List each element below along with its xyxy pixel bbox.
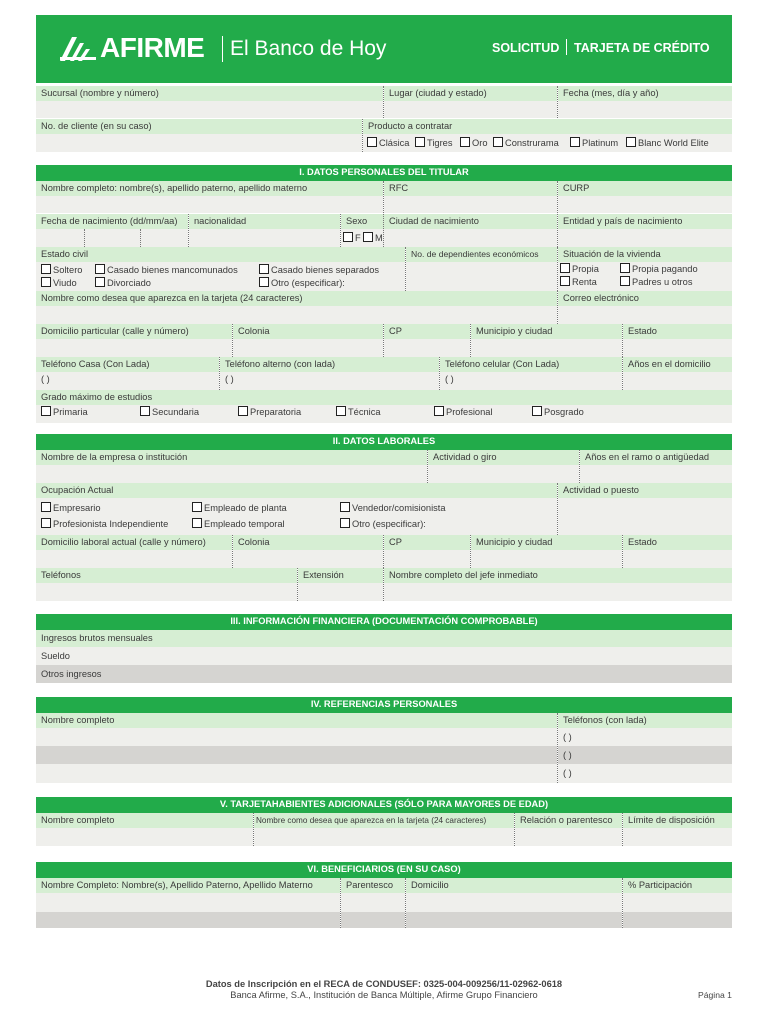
- option-secundaria[interactable]: Secundaria: [140, 406, 199, 419]
- label-producto: Producto a contratar: [363, 119, 732, 134]
- field-cp-laboral[interactable]: [384, 550, 470, 568]
- checkbox[interactable]: [95, 277, 105, 287]
- divider: [362, 119, 363, 152]
- divider: [622, 878, 623, 928]
- label-dependientes: No. de dependientes económicos: [406, 247, 557, 262]
- field-tel-casa[interactable]: ( ): [36, 372, 219, 390]
- field-fecha-nac[interactable]: [36, 229, 188, 247]
- option-primaria[interactable]: Primaria: [41, 406, 88, 419]
- label-telefonos-laboral: Teléfonos: [36, 568, 297, 583]
- section-title-referencias: IV. REFERENCIAS PERSONALES: [36, 697, 732, 713]
- checkbox[interactable]: [620, 276, 630, 286]
- label-benef-nombre: Nombre Completo: Nombre(s), Apellido Paterno, Apellido Materno: [36, 878, 340, 893]
- label-correo: Correo electrónico: [558, 291, 732, 306]
- divider: [219, 357, 220, 390]
- field-adic-nombre[interactable]: [36, 828, 253, 846]
- option-renta[interactable]: Renta: [560, 276, 597, 289]
- divider: [232, 324, 233, 357]
- checkbox[interactable]: [192, 502, 202, 512]
- checkbox[interactable]: [626, 137, 636, 147]
- checkbox[interactable]: [434, 406, 444, 416]
- label-anios-dom: Años en el domicilio: [623, 357, 732, 372]
- label-benef-domicilio: Domicilio: [406, 878, 622, 893]
- field-nacionalidad[interactable]: [189, 229, 340, 247]
- field-domicilio[interactable]: [36, 339, 232, 357]
- field-nombre-tarjeta[interactable]: [36, 306, 557, 324]
- field-benef-nombre-2[interactable]: [36, 912, 340, 928]
- option-vendedor[interactable]: Vendedor/comisionista: [340, 502, 446, 515]
- label-cp: CP: [384, 324, 470, 339]
- option-sexo-m[interactable]: M: [363, 232, 383, 245]
- afirme-logo-icon: [58, 35, 98, 61]
- field-curp[interactable]: [558, 196, 732, 213]
- divider: [383, 214, 384, 247]
- option-empleado-temporal[interactable]: Empleado temporal: [192, 518, 285, 531]
- checkbox[interactable]: [460, 137, 470, 147]
- option-otro-ocupacion[interactable]: Otro (especificar):: [340, 518, 426, 531]
- option-padres[interactable]: Padres u otros: [620, 276, 692, 289]
- checkbox[interactable]: [340, 518, 350, 528]
- checkbox[interactable]: [238, 406, 248, 416]
- section-title-beneficiarios: VI. BENEFICIARIOS (EN SU CASO): [36, 862, 732, 878]
- field-extension[interactable]: [298, 583, 383, 601]
- field-benef-parentesco-2[interactable]: [341, 912, 405, 928]
- field-ref-telefono-2[interactable]: ( ): [558, 746, 732, 764]
- divider: [557, 713, 558, 783]
- label-ref-telefonos: Teléfonos (con lada): [558, 713, 732, 728]
- divider: [340, 214, 341, 247]
- divider: [622, 357, 623, 390]
- divider: [297, 568, 298, 601]
- label-benef-participacion: % Participación: [623, 878, 732, 893]
- divider: [405, 878, 406, 928]
- label-actividad: Actividad o giro: [428, 450, 579, 465]
- label-tel-alterno: Teléfono alterno (con lada): [220, 357, 439, 372]
- label-adic-nombre-tarjeta: Nombre como desea que aparezca en la tarjeta (24 caracteres): [254, 813, 514, 828]
- field-ref-nombre-3[interactable]: [36, 764, 557, 783]
- field-sucursal[interactable]: [36, 101, 383, 118]
- option-casado-separados[interactable]: Casado bienes separados: [259, 264, 379, 277]
- field-adic-limite[interactable]: [623, 828, 732, 846]
- checkbox[interactable]: [41, 406, 51, 416]
- divider: [514, 813, 515, 846]
- option-sexo-f[interactable]: F: [343, 232, 361, 245]
- checkbox[interactable]: [532, 406, 542, 416]
- field-ref-telefono-3[interactable]: ( ): [558, 764, 732, 783]
- field-nombre[interactable]: [36, 196, 383, 213]
- label-tel-casa: Teléfono Casa (Con Lada): [36, 357, 219, 372]
- label-colonia-laboral: Colonia: [233, 535, 383, 550]
- divider: [383, 535, 384, 568]
- label-municipio-laboral: Municipio y ciudad: [471, 535, 622, 550]
- field-otros-ingresos[interactable]: Otros ingresos: [36, 665, 732, 683]
- field-cliente[interactable]: [36, 134, 362, 152]
- option-propia[interactable]: Propia: [560, 263, 599, 276]
- field-correo[interactable]: [558, 306, 732, 324]
- divider: [557, 214, 558, 247]
- divider: [253, 813, 254, 846]
- divider: [188, 214, 189, 247]
- field-anios-dom[interactable]: [623, 372, 732, 390]
- field-tel-alterno[interactable]: ( ): [220, 372, 439, 390]
- option-posgrado[interactable]: Posgrado: [532, 406, 584, 419]
- option-profesional[interactable]: Profesional: [434, 406, 493, 419]
- header-divider: [222, 36, 223, 62]
- field-colonia[interactable]: [233, 339, 383, 357]
- checkbox[interactable]: [140, 406, 150, 416]
- field-benef-parentesco-1[interactable]: [341, 893, 405, 912]
- option-viudo[interactable]: Viudo: [41, 277, 77, 290]
- label-cp-laboral: CP: [384, 535, 470, 550]
- checkbox[interactable]: [560, 276, 570, 286]
- label-estado: Estado: [623, 324, 732, 339]
- field-entidad[interactable]: [558, 229, 732, 247]
- divider: [383, 181, 384, 213]
- checkbox[interactable]: [620, 263, 630, 273]
- checkbox[interactable]: [570, 137, 580, 147]
- divider: [557, 483, 558, 535]
- checkbox[interactable]: [367, 137, 377, 147]
- field-antiguedad[interactable]: [580, 465, 732, 483]
- divider: [470, 324, 471, 357]
- label-curp: CURP: [558, 181, 732, 196]
- label-adic-limite: Límite de disposición: [623, 813, 732, 828]
- option-empleado-planta[interactable]: Empleado de planta: [192, 502, 287, 515]
- label-nombre-tarjeta: Nombre como desea que aparezca en la tarjeta (24 caracteres): [36, 291, 557, 306]
- label-tel-celular: Teléfono celular (Con Lada): [440, 357, 622, 372]
- label-ingresos: Ingresos brutos mensuales: [36, 630, 732, 647]
- section-title-personal: I. DATOS PERSONALES DEL TITULAR: [36, 165, 732, 181]
- option-blanc[interactable]: Blanc World Elite: [626, 137, 709, 150]
- option-construrama[interactable]: Construrama: [493, 137, 559, 150]
- field-benef-domicilio-2[interactable]: [406, 912, 622, 928]
- field-adic-relacion[interactable]: [515, 828, 622, 846]
- label-extension: Extensión: [298, 568, 383, 583]
- field-municipio-laboral[interactable]: [471, 550, 622, 568]
- title-divider: [566, 39, 567, 55]
- form-subtitle: TARJETA DE CRÉDITO: [574, 41, 710, 55]
- label-benef-parentesco: Parentesco: [341, 878, 405, 893]
- field-lugar[interactable]: [384, 101, 557, 118]
- label-entidad: Entidad y país de nacimiento: [558, 214, 732, 229]
- divider: [383, 86, 384, 118]
- field-colonia-laboral[interactable]: [233, 550, 383, 568]
- divider: [439, 357, 440, 390]
- option-preparatoria[interactable]: Preparatoria: [238, 406, 301, 419]
- field-ciudad-nac[interactable]: [384, 229, 557, 247]
- checkbox[interactable]: [95, 264, 105, 274]
- field-benef-domicilio-1[interactable]: [406, 893, 622, 912]
- label-ciudad-nac: Ciudad de nacimiento: [384, 214, 557, 229]
- label-ref-nombre: Nombre completo: [36, 713, 557, 728]
- field-dependientes[interactable]: [406, 262, 557, 291]
- label-cliente: No. de cliente (en su caso): [36, 119, 362, 134]
- label-nacionalidad: nacionalidad: [189, 214, 340, 229]
- option-soltero[interactable]: Soltero: [41, 264, 82, 277]
- field-adic-nombre-tarjeta[interactable]: [254, 828, 514, 846]
- checkbox[interactable]: [41, 264, 51, 274]
- checkbox[interactable]: [340, 502, 350, 512]
- label-fecha-nac: Fecha de nacimiento (dd/mm/aa): [36, 214, 188, 229]
- field-ref-nombre-1[interactable]: [36, 728, 557, 746]
- divider: [622, 324, 623, 357]
- option-empresario[interactable]: Empresario: [41, 502, 101, 515]
- divider: [383, 568, 384, 601]
- divider: [427, 450, 428, 483]
- field-fecha[interactable]: [558, 101, 732, 118]
- divider: [470, 535, 471, 568]
- divider: [140, 229, 141, 247]
- label-sexo: Sexo: [341, 214, 384, 229]
- field-jefe[interactable]: [384, 583, 732, 601]
- field-estado-laboral[interactable]: [623, 550, 732, 568]
- label-municipio: Municipio y ciudad: [471, 324, 622, 339]
- option-oro[interactable]: Oro: [460, 137, 488, 150]
- checkbox[interactable]: [259, 264, 269, 274]
- checkbox[interactable]: [363, 232, 373, 242]
- label-vivienda: Situación de la vivienda: [558, 247, 732, 262]
- section-title-adicionales: V. TARJETAHABIENTES ADICIONALES (SÓLO PARA MAYORES DE EDAD): [36, 797, 732, 813]
- checkbox[interactable]: [336, 406, 346, 416]
- field-ref-telefono-1[interactable]: ( ): [558, 728, 732, 746]
- field-rfc[interactable]: [384, 196, 557, 213]
- field-tel-celular[interactable]: ( ): [440, 372, 622, 390]
- option-otro[interactable]: Otro (especificar):: [259, 277, 345, 290]
- label-grado: Grado máximo de estudios: [36, 390, 732, 405]
- label-jefe: Nombre completo del jefe inmediato: [384, 568, 732, 583]
- option-tecnica[interactable]: Técnica: [336, 406, 381, 419]
- label-ocupacion: Ocupación Actual: [36, 483, 557, 498]
- field-benef-nombre-1[interactable]: [36, 893, 340, 912]
- section-title-financiera: III. INFORMACIÓN FINANCIERA (DOCUMENTACIÓN COMPROBABLE): [36, 614, 732, 630]
- checkbox[interactable]: [560, 263, 570, 273]
- label-nombre: Nombre completo: nombre(s), apellido paterno, apellido materno: [36, 181, 383, 196]
- option-tigres[interactable]: Tigres: [415, 137, 453, 150]
- field-dom-laboral[interactable]: [36, 550, 232, 568]
- label-sucursal: Sucursal (nombre y número): [36, 86, 383, 101]
- divider: [622, 535, 623, 568]
- checkbox[interactable]: [259, 277, 269, 287]
- option-propia-pagando[interactable]: Propia pagando: [620, 263, 698, 276]
- divider: [232, 535, 233, 568]
- divider: [84, 229, 85, 247]
- brand-tagline: El Banco de Hoy: [230, 37, 387, 60]
- divider: [557, 86, 558, 118]
- label-puesto: Actividad o puesto: [558, 483, 732, 498]
- divider: [557, 291, 558, 324]
- label-empresa: Nombre de la empresa o institución: [36, 450, 427, 465]
- field-sueldo[interactable]: Sueldo: [36, 647, 732, 665]
- checkbox[interactable]: [41, 277, 51, 287]
- label-dom-laboral: Domicilio laboral actual (calle y número): [36, 535, 232, 550]
- footer-banco: Banca Afirme, S.A., Institución de Banca Múltiple, Afirme Grupo Financiero: [230, 990, 538, 1000]
- checkbox[interactable]: [41, 518, 51, 528]
- checkbox[interactable]: [493, 137, 503, 147]
- field-empresa[interactable]: [36, 465, 427, 483]
- divider: [579, 450, 580, 483]
- option-divorciado[interactable]: Divorciado: [95, 277, 151, 290]
- label-estado-laboral: Estado: [623, 535, 732, 550]
- label-domicilio: Domicilio particular (calle y número): [36, 324, 232, 339]
- field-municipio[interactable]: [471, 339, 622, 357]
- label-adic-relacion: Relación o parentesco: [515, 813, 622, 828]
- page-number: Página 1: [698, 990, 732, 1000]
- field-benef-participacion-1[interactable]: [623, 893, 732, 912]
- divider: [557, 181, 558, 213]
- field-estado[interactable]: [623, 339, 732, 357]
- field-ref-nombre-2[interactable]: [36, 746, 557, 764]
- form-title: SOLICITUD: [492, 41, 560, 55]
- field-telefonos-laboral[interactable]: [36, 583, 297, 601]
- section-title-laborales: II. DATOS LABORALES: [36, 434, 732, 450]
- option-platinum[interactable]: Platinum: [570, 137, 618, 150]
- option-profesionista[interactable]: Profesionista Independiente: [41, 518, 168, 531]
- label-rfc: RFC: [384, 181, 557, 196]
- divider: [557, 247, 558, 291]
- label-adic-nombre: Nombre completo: [36, 813, 253, 828]
- checkbox[interactable]: [41, 502, 51, 512]
- footer-reca: Datos de Inscripción en el RECA de CONDUSEF: 0325-004-009256/11-02962-0618: [205, 979, 563, 989]
- label-antiguedad: Años en el ramo o antigüedad: [580, 450, 732, 465]
- form-header: [36, 15, 732, 83]
- label-lugar: Lugar (ciudad y estado): [384, 86, 557, 101]
- divider: [340, 878, 341, 928]
- checkbox[interactable]: [415, 137, 425, 147]
- option-clasica[interactable]: Clásica: [367, 137, 409, 150]
- divider: [405, 247, 406, 291]
- field-actividad[interactable]: [428, 465, 579, 483]
- divider: [383, 324, 384, 357]
- field-benef-participacion-2[interactable]: [623, 912, 732, 928]
- label-colonia: Colonia: [233, 324, 383, 339]
- checkbox[interactable]: [343, 232, 353, 242]
- option-casado-mancomunados[interactable]: Casado bienes mancomunados: [95, 264, 238, 277]
- brand-name: AFIRME: [100, 32, 205, 63]
- divider: [622, 813, 623, 846]
- label-estado-civil: Estado civil: [36, 247, 405, 262]
- field-puesto[interactable]: [558, 498, 732, 535]
- checkbox[interactable]: [192, 518, 202, 528]
- label-fecha: Fecha (mes, día y año): [558, 86, 732, 101]
- field-cp[interactable]: [384, 339, 470, 357]
